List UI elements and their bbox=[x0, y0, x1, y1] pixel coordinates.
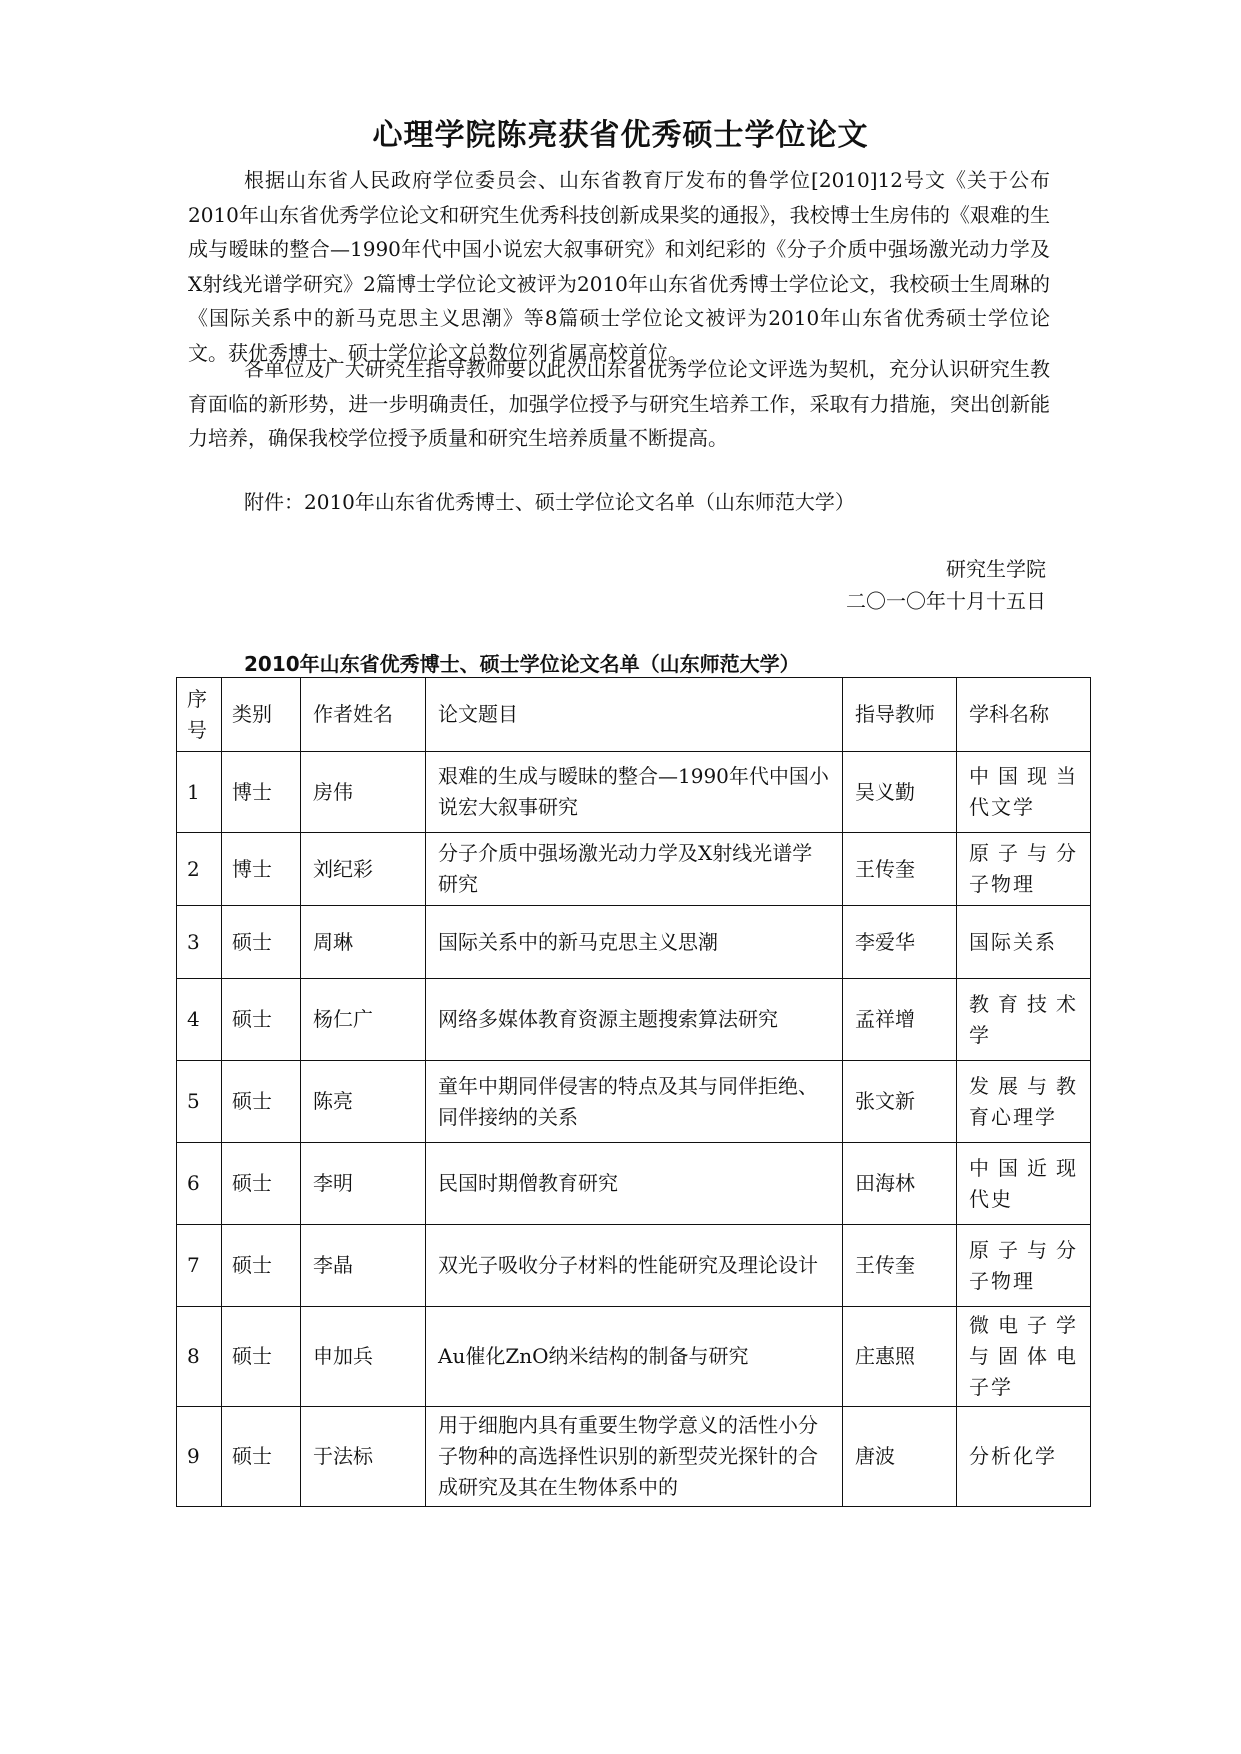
header-category: 类别 bbox=[222, 678, 301, 752]
signature-date: 二〇一〇年十月十五日 bbox=[846, 589, 1046, 613]
header-index: 序号 bbox=[177, 678, 222, 752]
cell-index: 3 bbox=[177, 906, 222, 979]
cell-discipline: 原子与分子物理 bbox=[957, 1225, 1091, 1307]
table-row bbox=[177, 1061, 1091, 1143]
cell-index: 7 bbox=[177, 1225, 222, 1307]
document-title: 心理学院陈亮获省优秀硕士学位论文 bbox=[372, 118, 869, 153]
cell-discipline: 微电子学与固体电子学 bbox=[957, 1307, 1091, 1407]
cell-author: 陈亮 bbox=[301, 1061, 426, 1143]
cell-discipline: 发展与教育心理学 bbox=[957, 1061, 1091, 1143]
table-row bbox=[177, 752, 1091, 833]
header-author: 作者姓名 bbox=[301, 678, 426, 752]
cell-author: 周琳 bbox=[301, 906, 426, 979]
table-row bbox=[177, 979, 1091, 1061]
cell-discipline: 中国近现代史 bbox=[957, 1143, 1091, 1225]
cell-thesis-title: 民国时期僧教育研究 bbox=[426, 1143, 843, 1225]
table-row bbox=[177, 1307, 1091, 1407]
cell-thesis-title: 分子介质中强场激光动力学及X射线光谱学研究 bbox=[426, 833, 843, 906]
cell-thesis-title: Au催化ZnO纳米结构的制备与研究 bbox=[426, 1307, 843, 1407]
signature-organization: 研究生学院 bbox=[946, 557, 1046, 581]
header-advisor: 指导教师 bbox=[843, 678, 957, 752]
cell-discipline: 原子与分子物理 bbox=[957, 833, 1091, 906]
table-title: 2010年山东省优秀博士、硕士学位论文名单（山东师范大学） bbox=[244, 652, 800, 676]
cell-advisor: 唐波 bbox=[843, 1407, 957, 1507]
cell-thesis-title: 童年中期同伴侵害的特点及其与同伴拒绝、同伴接纳的关系 bbox=[426, 1061, 843, 1143]
cell-index: 1 bbox=[177, 752, 222, 833]
cell-advisor: 王传奎 bbox=[843, 1225, 957, 1307]
table-header-row bbox=[177, 678, 1091, 752]
attachment-note: 附件：2010年山东省优秀博士、硕士学位论文名单（山东师范大学） bbox=[244, 490, 855, 514]
cell-discipline: 教育技术学 bbox=[957, 979, 1091, 1061]
table-row bbox=[177, 1225, 1091, 1307]
cell-advisor: 王传奎 bbox=[843, 833, 957, 906]
cell-thesis-title: 艰难的生成与暧昧的整合—1990年代中国小说宏大叙事研究 bbox=[426, 752, 843, 833]
table-row bbox=[177, 1143, 1091, 1225]
cell-category: 硕士 bbox=[222, 1225, 301, 1307]
cell-advisor: 张文新 bbox=[843, 1061, 957, 1143]
cell-category: 硕士 bbox=[222, 1307, 301, 1407]
cell-discipline: 中国现当代文学 bbox=[957, 752, 1091, 833]
cell-category: 博士 bbox=[222, 833, 301, 906]
header-thesis-title: 论文题目 bbox=[426, 678, 843, 752]
cell-category: 硕士 bbox=[222, 1407, 301, 1507]
cell-advisor: 李爱华 bbox=[843, 906, 957, 979]
cell-author: 李晶 bbox=[301, 1225, 426, 1307]
table-row bbox=[177, 1407, 1091, 1507]
cell-index: 9 bbox=[177, 1407, 222, 1507]
cell-author: 刘纪彩 bbox=[301, 833, 426, 906]
cell-index: 2 bbox=[177, 833, 222, 906]
header-discipline: 学科名称 bbox=[957, 678, 1091, 752]
cell-index: 6 bbox=[177, 1143, 222, 1225]
cell-category: 硕士 bbox=[222, 906, 301, 979]
cell-advisor: 孟祥增 bbox=[843, 979, 957, 1061]
cell-index: 5 bbox=[177, 1061, 222, 1143]
table-row bbox=[177, 833, 1091, 906]
table-row bbox=[177, 906, 1091, 979]
body-paragraph-2: 各单位及广大研究生指导教师要以此次山东省优秀学位论文评选为契机，充分认识研究生教育面临的新形势，进一步明确责任，加强学位授予与研究生培养工作，采取有力措施，突出创新能力培养，确保我校学位授予质量和研究生培养质量不断提高。 bbox=[188, 357, 1050, 450]
cell-author: 杨仁广 bbox=[301, 979, 426, 1061]
cell-author: 李明 bbox=[301, 1143, 426, 1225]
cell-thesis-title: 网络多媒体教育资源主题搜索算法研究 bbox=[426, 979, 843, 1061]
cell-thesis-title: 双光子吸收分子材料的性能研究及理论设计 bbox=[426, 1225, 843, 1307]
cell-advisor: 田海林 bbox=[843, 1143, 957, 1225]
cell-author: 于法标 bbox=[301, 1407, 426, 1507]
cell-category: 博士 bbox=[222, 752, 301, 833]
cell-discipline: 分析化学 bbox=[957, 1407, 1091, 1507]
thesis-list-table bbox=[176, 677, 1091, 1507]
cell-thesis-title: 用于细胞内具有重要生物学意义的活性小分子物种的高选择性识别的新型荧光探针的合成研究及其在生物体系中的 bbox=[426, 1407, 843, 1507]
cell-category: 硕士 bbox=[222, 979, 301, 1061]
cell-author: 房伟 bbox=[301, 752, 426, 833]
cell-category: 硕士 bbox=[222, 1061, 301, 1143]
cell-advisor: 庄惠照 bbox=[843, 1307, 957, 1407]
body-paragraph-1: 根据山东省人民政府学位委员会、山东省教育厅发布的鲁学位[2010]12号文《关于公布2010年山东省优秀学位论文和研究生优秀科技创新成果奖的通报》，我校博士生房伟的《艰难的生成与暧昧的整合—1990年代中国小说宏大叙事研究》和刘纪彩的《分子介质中强场激光动力学及X射线光谱学研究》2篇博士学位论文被评为2010年山东省优秀博士学位论文，我校硕士生周琳的《国际关系中的新马克思主义思潮》等8篇硕士学位论文被评为2010年山东省优秀硕士学位论文。获优秀博士、硕士学位论文总数位列省属高校首位。 bbox=[188, 168, 1050, 365]
cell-category: 硕士 bbox=[222, 1143, 301, 1225]
cell-discipline: 国际关系 bbox=[957, 906, 1091, 979]
cell-advisor: 吴义勤 bbox=[843, 752, 957, 833]
cell-index: 4 bbox=[177, 979, 222, 1061]
cell-thesis-title: 国际关系中的新马克思主义思潮 bbox=[426, 906, 843, 979]
cell-index: 8 bbox=[177, 1307, 222, 1407]
cell-author: 申加兵 bbox=[301, 1307, 426, 1407]
